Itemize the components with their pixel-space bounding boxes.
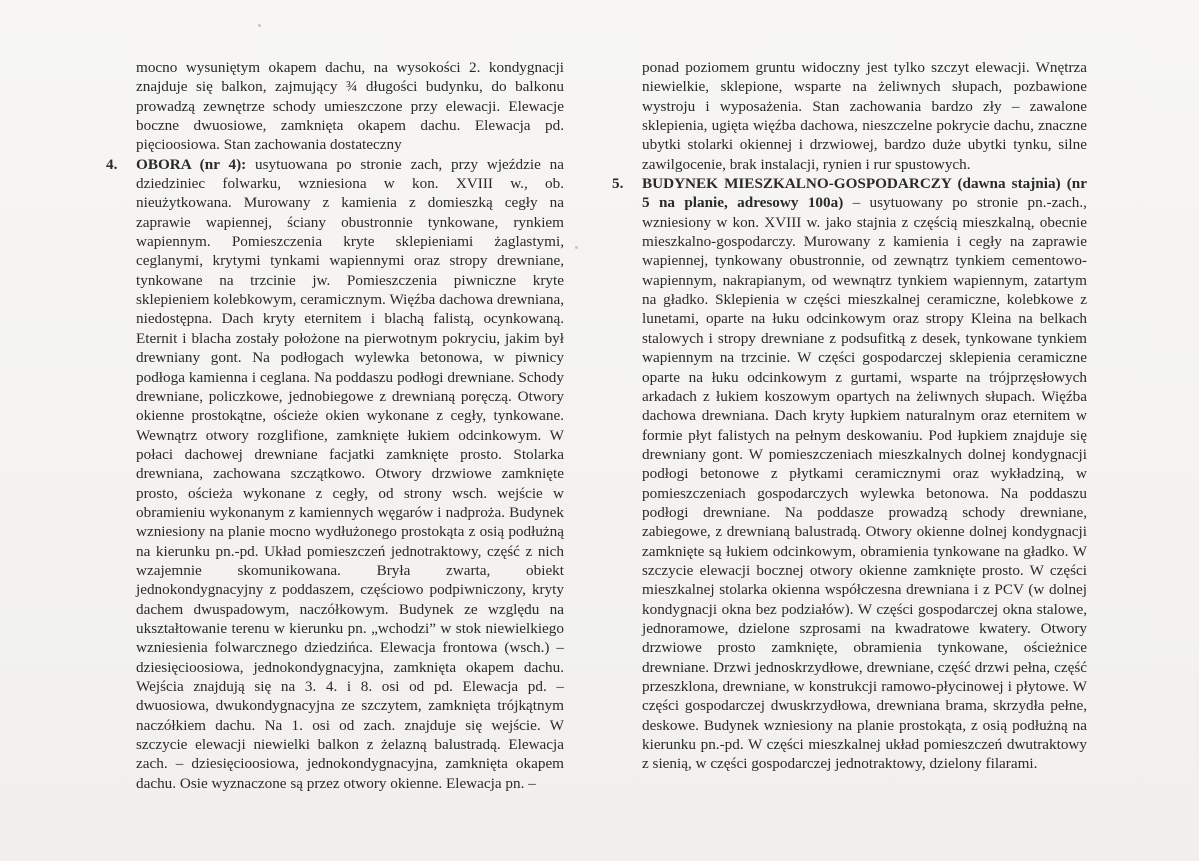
section-number: 4. (106, 155, 118, 173)
section-text: usytuowana po stronie zach, przy wjeździe na dziedziniec folwarku, wzniesiona w kon. XVIII w., ob. nieużytkowana. Murowany z kamienia z domieszką cegły na zaprawie wapiennej, ściany obustronnie tynkowane, rynkiem wapiennym. Pomieszczenia kryte sklepieniami żaglastymi, ceglanymi, krytymi tynkami wapiennymi oraz stropy drewniane, tynkowane na trzcinie jw. Pomieszczenia piwniczne kryte sklepieniem kolebkowym, ceramicznym. Więźba dachowa drewniana, niedostępna. Dach kryty eternitem i blachą falistą, ocynkowaną. Eternit i blacha zostały położone na pierwotnym pokryciu, jakim był drewniany gont. Na podłogach wylewka betonowa, w piwnicy podłoga kamienna i ceglana. Na poddaszu podłogi drewniane. Schody drewniane, policzkowe, jednobiegowe z drewnianą poręczą. Otwory okienne prostokątne, ościeże okien wykonane z cegły, tynkowane. Wewnątrz otwory rozglifione, zamknięte łukiem odcinkowym. W połaci dachowej drewniane facjatki zamknięte prosto. Stolarka drewniana, zachowana szczątkowo. Otwory drzwiowe zamknięte prosto, ościeża wykonane z cegły, od strony wsch. wejście w obramieniu wykonanym z kamiennych węgarów i nadproża. Budynek wzniesiony na planie mocno wydłużonego prostokąta z osią podłużną na kierunku pn.-pd. Układ pomieszczeń jednotraktowy, część z nich wzajemnie skomunikowana. Bryła zwarta, obiekt jednokondygnacyjny z poddaszem, częściowo podpiwniczony, kryty dachem dwuspadowym, naczółkowym. Budynek ze względu na ukształtowanie terenu w kierunku pn. „wchodzi” w stok niewielkiego wzniesienia folwarcznego dziedzińca. Elewacja frontowa (wsch.) – dziesięcioosiowa, jednokondygnacyjna, zamknięta okapem dachu. Wejścia znajdują się na 3. 4. i 8. osi od pd. Elewacja pd. – dwuosiowa, dwukondygnacyjna ze szczytem, zamknięta trójkątnym naczółkiem dachu. Na 1. osi od zach. znajduje się wejście. W szczycie elewacji niewielki balkon z żelazną balustradą. Elewacja zach. – dziesięcioosiowa, jednokondygnacyjna, zamknięta okapem dachu. Osie wyznaczone są przez otwory okienne. Elewacja pn. – (136, 155, 564, 792)
scan-speck (258, 24, 261, 27)
scan-speck (575, 246, 578, 249)
section-text: – usytuowany po stronie pn.-zach., wzniesiony w kon. XVIII w. jako stajnia z częścią mieszkalną, obecnie mieszkalno-gospodarczy. Murowany z kamienia i cegły na zaprawie wapiennej, tynkowany obustronnie, od zewnątrz tynkiem cementowo-wapiennym, nakrapianym, od wewnątrz tynkiem wapiennym, zatartym na gładko. Sklepienia w części mieszkalnej ceramiczne, kolebkowe z lunetami, oparte na łuku odcinkowym oraz stropy Kleina na belkach stalowych i stropy drewniane z podsufitką z desek, tynkowane tynkiem wapiennym na trzcinie. W części gospodarczej sklepienia ceramiczne oparte na łuku odcinkowym z gurtami, wsparte na trójprzęsłowych arkadach z łukiem koszowym opartych na żeliwnych słupach. Więźba dachowa drewniana. Dach kryty łupkiem naturalnym oraz eternitem w formie płyt falistych na pełnym deskowaniu. Pod łupkiem znajduje się drewniany gont. W pomieszczeniach mieszkalnych dolnej kondygnacji podłogi betonowe z płytkami ceramicznymi oraz wykładziną, w pomieszczeniach gospodarczych wylewka betonowa. Na poddaszu podłogi drewniane. Na poddasze prowadzą schody drewniane, zabiegowe, z drewnianą balustradą. Otwory okienne dolnej kondygnacji zamknięte są łukiem odcinkowym, obramienia tynkowane na gładko. W szczycie elewacji bocznej otwory okienne zamknięte prosto. W części mieszkalnej stolarka okienna współczesna drewniana i z PCV (w dolnej kondygnacji okna bez podziałów). W części gospodarczej okna stalowe, jednoramowe, dzielone szprosami na kwadratowe kwatery. Otwory drzwiowe prosto zamknięte, obramienia tynkowane, ościeżnice drewniane. Drzwi jednoskrzydłowe, drewniane, część drzwi pełna, część przeszklona, drewniane, w konstrukcji ramowo-płycinowej i płytowe. W części gospodarczej dwuskrzydłowa, drewniana brama, skrzydła pełne, deskowe. Budynek wzniesiony na planie prostokąta, z osią podłużną na kierunku pn.-pd. W części mieszkalnej układ pomieszczeń dwutraktowy z sienią, w części gospodarczej jednotraktowy, dzielony filarami. (642, 194, 1087, 773)
left-column (106, 58, 564, 793)
section-title: BUDYNEK MIESZKALNO-GOSPODARCZY (dawna stajnia) (nr 5 na planie, adresowy 100a) (642, 175, 1087, 212)
section-obora (106, 155, 564, 793)
section-title: OBORA (nr 4): (136, 155, 247, 173)
section-number: 5. (612, 175, 624, 193)
section-budynek-mieszkalno-gospodarczy (612, 174, 1087, 774)
left-column-intro: mocno wysuniętym okapem dachu, na wysokości 2. kondygnacji znajduje się balkon, zajmujący ¾ długości budynku, do balkonu prowadzą zewnętrze schody umieszczone przy elewacji. Elewacje boczne dwuosiowe, zamknięta okapem dachu. Elewacja pd. pięcioosiowa. Stan zachowania dostateczny (136, 59, 564, 154)
right-column (612, 58, 1087, 774)
right-column-intro: ponad poziomem gruntu widoczny jest tylko szczyt elewacji. Wnętrza niewielkie, sklepione, wsparte na żeliwnych słupach, pozbawione wystroju i wyposażenia. Stan zachowania bardzo zły – zawalone sklepienia, ugięta więźba dachowa, nieszczelne pokrycie dachu, znaczne ubytki stolarki okiennej i drzwiowej, bardzo duże ubytki tynku, silne zawilgocenie, brak instalacji, rynien i rur spustowych. (642, 59, 1087, 173)
